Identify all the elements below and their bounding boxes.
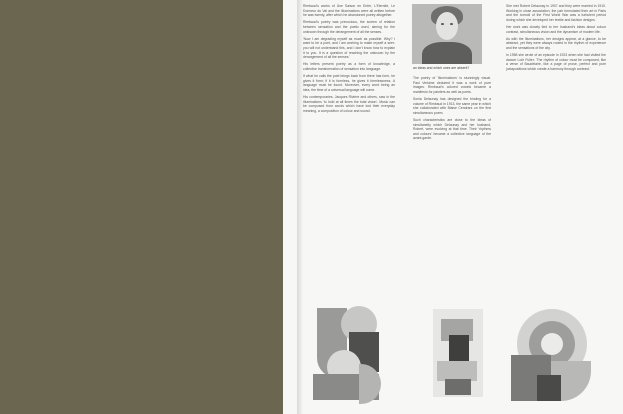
background-panel — [0, 0, 283, 414]
abstract-artwork-middle — [427, 305, 489, 403]
text-column-right — [506, 4, 606, 234]
paragraph: Her work was closely tied to her husband's ideas about colour contrast, simultaneous vision and the dynamism of modern life. — [506, 24, 606, 34]
paragraph: Rimbaud's works of Une Saison en Enfer, L'Eternité, Le Dormeur du Val and the Illuminations were all written before he was twenty, after which he abandoned poetry altogether. — [303, 4, 395, 18]
book-spread — [283, 0, 623, 414]
abstract-artwork-right — [507, 305, 597, 405]
paragraph: His contemporaries, Jacques Rivière and others, saw in the Illuminations 'to hold at all times the total vision'. Music can be composed from words which have lost their everyday meaning, a composition of colour and sound. — [303, 95, 395, 113]
rimbaud-portrait — [412, 4, 482, 64]
paragraph: If what he calls the poet brings back from there has form, he gives it form; if it is formless, he gives it formlessness. A language must be found. Moreover, every word being an idea, the time of a universal language will come. — [303, 74, 395, 92]
paragraph: She met Robert Delaunay in 1907 and they were married in 1910. Working in close association, the pair formulated their art in Paris and the turmoil of the First World War was a turbulent period during which she developed her textile and fashion designs. — [506, 4, 606, 22]
paragraph: His letters present poetry as a form of knowledge, a collective transformation of sensation into language. — [303, 62, 395, 71]
paragraph: Such characteristics are close to the ideas of simultaneity which Delaunay and her husband, Robert, were evolving at that time. Their 'rhythms and colours' became a collective language of the avant-garde. — [413, 117, 491, 141]
paragraph: Rimbaud's poetry was precocious, the screen of relation between sensation and the poetic word, aiming for the unknown through the derangement of all the senses. — [303, 20, 395, 34]
abstract-artwork-left — [309, 302, 389, 406]
paragraph: In 1958 she wrote of an episode in 1923 when she had visited the dancer Loïe Fuller: 'The rhythm of colour must be composed, like a verse of Baudelaire, like a page of prose, perfect and pure juxtapositions which create a harmony through contrast.' — [506, 53, 606, 71]
paragraph: Sonia Delaunay has designed the binding for a volume of Rimbaud in 1913, the same year in which she collaborated with Blaise Cendrars on the first simultaneous poem. — [413, 96, 491, 115]
paragraph: As with the Illuminations, her designs appear, at a glance, to be abstract, yet they were always rooted in the rhythm of experience and the sensations of the city. — [506, 36, 606, 50]
text-column-left — [303, 4, 395, 274]
text-column-middle — [413, 76, 491, 298]
portrait-caption: an ideas and which ones are absent? — [413, 66, 470, 70]
paragraph: The poetry of 'Illuminations' is stunningly visual. Paul Verlaine declared it was a work of pure images. Rimbaud's colored vowels became a manifesto for painters as well as poets. — [413, 76, 491, 94]
paragraph: 'Now I am degrading myself as much as possible. Why? I want to be a poet, and I am working to make myself a seer: you will not understand this, and I don't know how to explain it to you. It is a question of reaching the unknown by the derangement of all the senses.' — [303, 36, 395, 60]
